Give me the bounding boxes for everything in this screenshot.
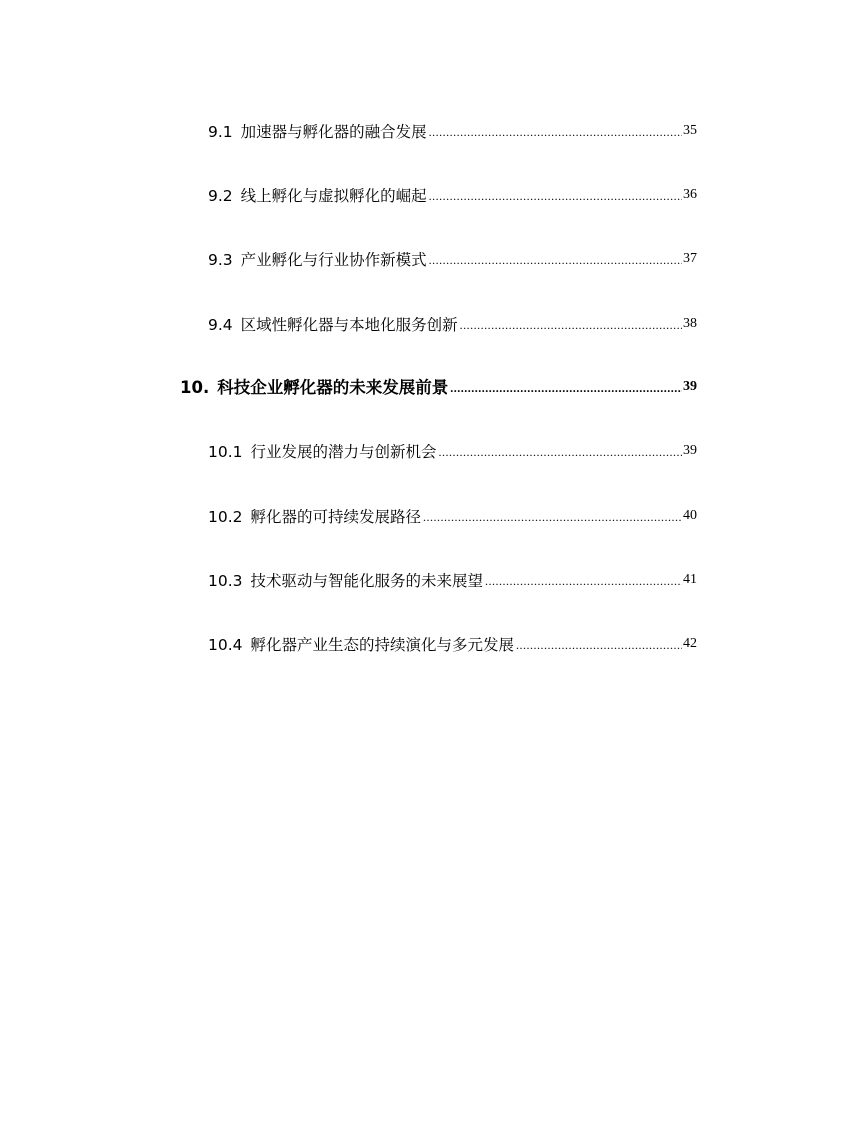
toc-entry-title: 孵化器的可持续发展路径 xyxy=(250,508,422,526)
toc-page-number: 38 xyxy=(683,316,697,331)
toc-dot-leader xyxy=(439,446,682,458)
toc-entry-number: 9.4 xyxy=(208,316,233,334)
toc-page-number: 42 xyxy=(683,636,697,651)
toc-dot-leader xyxy=(450,382,682,394)
toc-entry-title: 行业发展的潜力与创新机会 xyxy=(250,443,437,461)
toc-entry-number: 10. xyxy=(180,378,210,397)
toc-entry-title: 产业孵化与行业协作新模式 xyxy=(240,251,427,269)
toc-page-number: 35 xyxy=(683,123,697,138)
toc-entry-9-4[interactable] xyxy=(208,311,697,335)
toc-entry-10-3[interactable] xyxy=(208,567,697,591)
toc-dot-leader xyxy=(429,190,682,202)
toc-entry-number: 9.1 xyxy=(208,123,233,141)
toc-dot-leader xyxy=(429,126,682,138)
toc-page-number: 39 xyxy=(683,443,697,458)
toc-entry-title: 加速器与孵化器的融合发展 xyxy=(240,123,427,141)
toc-entry-title: 科技企业孵化器的未来发展前景 xyxy=(217,378,449,397)
toc-entry-number: 10.3 xyxy=(208,572,243,590)
toc-entry-number: 10.2 xyxy=(208,508,243,526)
toc-dot-leader xyxy=(460,319,682,331)
toc-page-number: 41 xyxy=(683,572,697,587)
toc-entry-number: 10.1 xyxy=(208,443,243,461)
toc-entry-title: 孵化器产业生态的持续演化与多元发展 xyxy=(250,636,515,654)
toc-page-number: 39 xyxy=(683,379,697,394)
toc-entry-10-4[interactable] xyxy=(208,631,697,655)
toc-dot-leader xyxy=(423,511,682,523)
toc-entry-title: 区域性孵化器与本地化服务创新 xyxy=(240,316,458,334)
toc-dot-leader xyxy=(516,639,682,651)
toc-page-number: 40 xyxy=(683,508,697,523)
toc-entry-title: 线上孵化与虚拟孵化的崛起 xyxy=(240,187,427,205)
toc-page-number: 37 xyxy=(683,251,697,266)
toc-entry-9-1[interactable] xyxy=(208,118,697,142)
toc-page-number: 36 xyxy=(683,187,697,202)
toc-entry-10[interactable] xyxy=(180,374,697,398)
toc-entry-10-1[interactable] xyxy=(208,438,697,462)
toc-entry-10-2[interactable] xyxy=(208,503,697,527)
toc-dot-leader xyxy=(485,575,682,587)
toc-entry-number: 10.4 xyxy=(208,636,243,654)
toc-entry-number: 9.2 xyxy=(208,187,233,205)
toc-entry-number: 9.3 xyxy=(208,251,233,269)
toc-entry-title: 技术驱动与智能化服务的未来展望 xyxy=(250,572,484,590)
toc-entry-9-3[interactable] xyxy=(208,246,697,270)
toc-entry-9-2[interactable] xyxy=(208,182,697,206)
toc-dot-leader xyxy=(429,254,682,266)
